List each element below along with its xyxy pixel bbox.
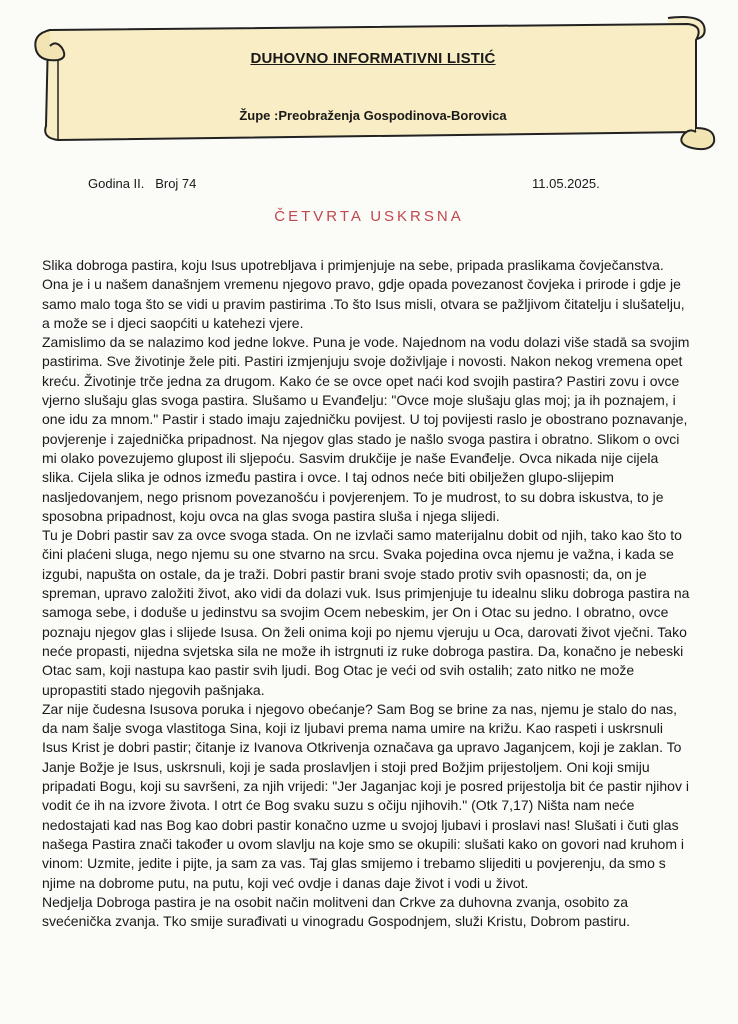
paragraph: Slika dobroga pastira, koju Isus upotrebljava i primjenjuje na sebe, pripada praslikama čovječanstva. Ona je i u našem današnjem vremenu njegovo pravo, gdje opada povezanost čovjeka i prirode i gdje je samo malo toga što se vidi u pravim pastirima .To što Isus misli, otvara se pažljivom čitatelju i slušatelju, a može se i djeci saopćiti u katehezi vjere.: [42, 257, 685, 331]
newsletter-title: DUHOVNO INFORMATIVNI LISTIĆ: [250, 50, 496, 67]
scroll-banner: [28, 10, 718, 152]
paragraph: Nedjelja Dobroga pastira je na osobit način molitveni dan Crkve za duhovna zvanja, osobito za svećenička zvanja. Tko smije surađivati u vinogradu Gospodnjem, služi Kristu, Dobrom pastiru.: [42, 893, 630, 930]
parish-name: Župe :Preobraženja Gospodinova-Borovica: [239, 108, 507, 123]
article-body: [42, 256, 692, 931]
issue-number: Godina II. Broj 74: [88, 176, 197, 191]
issue-date: 11.05.2025.: [532, 176, 600, 191]
scroll-banner-shape: [28, 10, 718, 152]
page-heading: ČETVRTA USKRSNA: [274, 208, 464, 225]
paragraph: Tu je Dobri pastir sav za ovce svoga stada. On ne izvlači samo materijalnu dobit od njih, tako kao što to čini plaćeni sluga, nego njemu su one stvarno na srcu. Svaka pojedina ovca njemu je važna, i kada se izgubi, napušta on ostale, da je traži. Dobri pastir brani svoje stado protiv svih opasnosti; da, on je spreman, upravo založiti život, ako vidi da dolazi vuk. Isus primjenjuje tu idealnu sliku dobroga pastira na samoga sebe, i doduše u jedinstvu sa svojim Ocem nebeskim, jer On i Otac su jedno. I obratno, ovce poznaju njegov glas i slijede Isusa. On želi onima koji po njemu vjeruju u Oca, darovati život vječni. Tako neće propasti, nijedna svjetska sila ne može ih istrgnuti iz ruke dobroga pastira. Da, konačno je nebeski Otac sam, koji nastupa kao pastir svih ljudi. Bog Otac je veći od svih ostalih; zato nitko ne može upropastiti stado njegovih pašnjaka.: [42, 527, 690, 698]
paragraph: Zar nije čudesna Isusova poruka i njegovo obećanje? Sam Bog se brine za nas, njemu je stalo do nas, da nam šalje svoga vlastitoga Sina, koji iz ljubavi prema nama umire na križu. Kao raspeti i uskrsnuli Isus Krist je dobri pastir; čitanje iz Ivanova Otkrivenja označava ga upravo Jaganjcem, koji je zaklan. To Janje Božje je Isus, uskrsnuli, koji je sada proslavljen i stoji pred Božjim prijestoljem. Oni koji smiju pripadati Bogu, koji su savršeni, za njih vrijedi: "Jer Jaganjac koji je posred prijestolja bit će pastir njihov i vodit će ih na izvore života. I otrt će Bog svaku suzu s očiju njihovih." (Otk 7,17) Ništa nam neće nedostajati kad nas Bog kao dobri pastir konačno uzme u svojoj ljubavi i proslavi nas! Slušati i čuti glas našega Pastira znači također u ovom slavlju na koje smo se okupili: slušati kako on govori nad kruhom i vinom: Uzmite, jedite i pijte, ja sam za vas. Taj glas smijemo i trebamo slijediti u povjerenju, da smo s njime na dobrome putu, na putu, koji već ovdje i danas daje život i vodi u život.: [42, 700, 689, 891]
paragraph: Zamislimo da se nalazimo kod jedne lokve. Puna je vode. Najednom na vodu dolazi više stadā sa svojim pastirima. Sve životinje žele piti. Pastiri izmjenjuju svoje doživljaje i novosti. Nakon nekog vremena opet kreću. Životinje trče jedna za drugom. Kako će se ovce opet naći kod svojih pastira? Pastiri zovu i ovce vjerno slušaju glas svoga pastira. Slušamo u Evanđelju: "Ovce moje slušaju glas moj; ja ih poznajem, i one idu za mnom." Pastir i stado imaju zajedničku povijest. U toj povijesti raslo je obostrano poznavanje, povjerenje i zajednička pripadnost. Na njegov glas stado je našlo svoga pastira i obratno. Slikom o ovci mi olako povezujemo glupost ili sljepoću. Sasvim drukčije je naše Evanđelje. Ovca nikada nije cijela slika. Cijela slika je odnos između pastira i ovce. I taj odnos neće biti obilježen glupo-slijepim nasljedovanjem, nego prisnom povezanošću i povjerenjem. To je mudrost, to su dobra iskustva, to je sposobna pripadnost, koju ovca na glas svoga pastira sluša i njega slijedi.: [42, 334, 690, 524]
